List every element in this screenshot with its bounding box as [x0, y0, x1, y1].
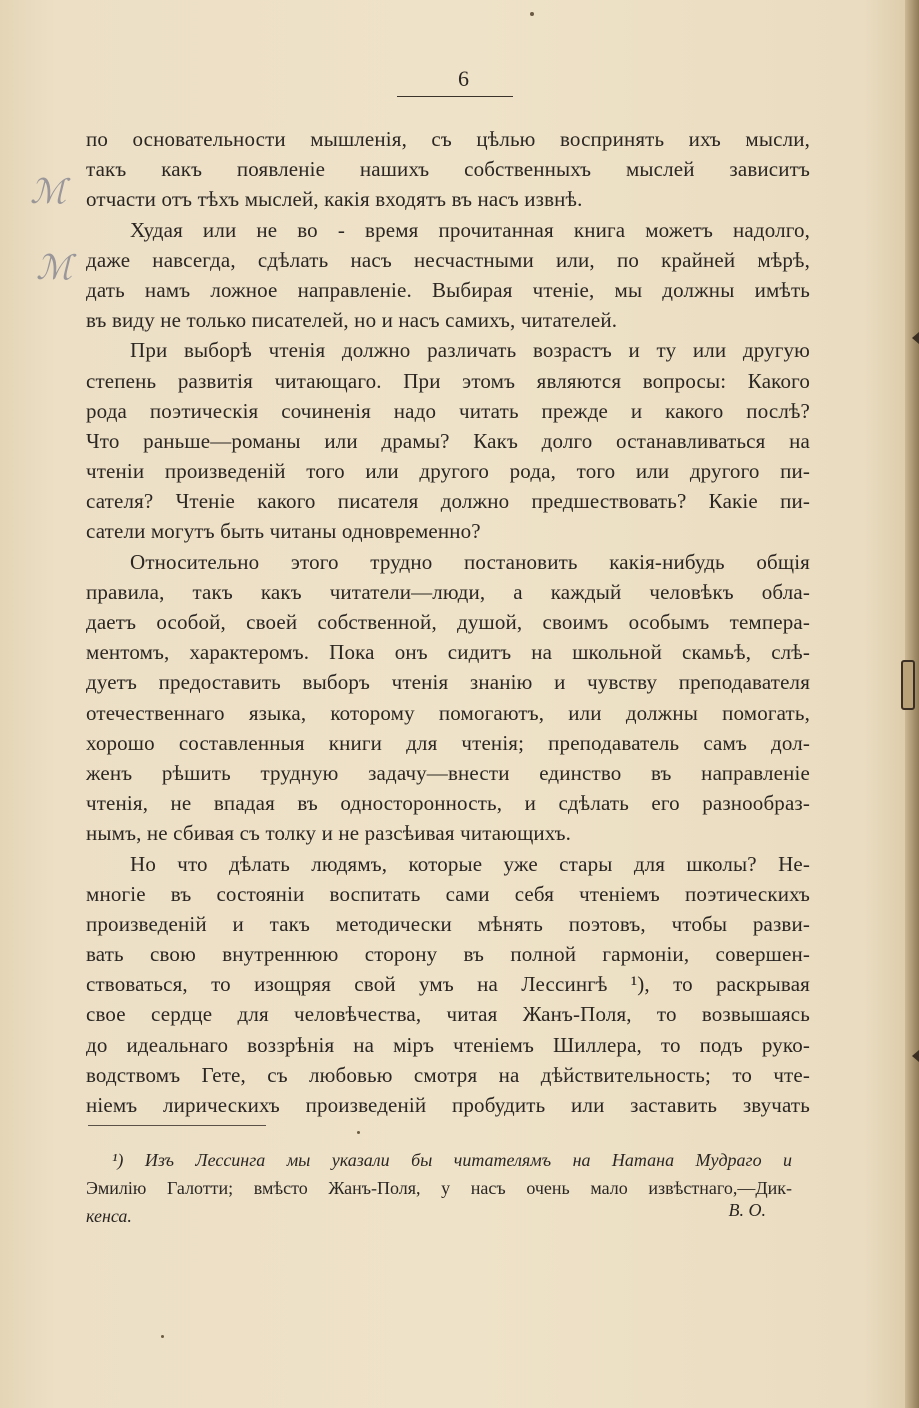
text-line: по основательности мышленія, съ цѣлью воспринять ихъ мысли, — [86, 127, 810, 151]
text-line: даже навсегда, сдѣлать насъ несчастными или, по крайней мѣрѣ, — [86, 247, 810, 272]
footnote-signature: В. О. — [728, 1200, 766, 1220]
footnote-line — [86, 1202, 792, 1230]
text-line: сатели могутъ быть читаны одновременно? — [86, 519, 481, 544]
text-line: произведеній и такъ методически мѣнять поэтовъ, чтобы разви- — [86, 911, 810, 936]
text-line: даетъ особой, своей собственной, душой, своимъ особымъ темпера- — [86, 610, 810, 634]
header-rule — [397, 96, 513, 97]
text-line: сателя? Чтеніе какого писателя должно предшествовать? Какіе пи- — [86, 489, 810, 514]
body-text — [86, 124, 810, 1120]
text-line: ствоваться, то изощряя свой умъ на Лессингѣ ¹), то раскрывая — [86, 972, 810, 997]
text-line: водствомъ Гете, съ любовью смотря на дѣйствительность; то чте- — [86, 1062, 810, 1087]
footnote-line: Эмилію Галотти; вмѣсто Жанъ-Поля, у насъ очень мало извѣстнаго,—Дик- — [86, 1178, 792, 1198]
text-line: хорошо составленныя книги для чтенія; преподаватель самъ дол- — [86, 730, 810, 755]
text-line: степень развитія читающаго. При этомъ являются вопросы: Какого — [86, 368, 810, 393]
footnote — [86, 1146, 792, 1230]
paper-speck — [161, 1335, 164, 1338]
text-line: отчасти отъ тѣхъ мыслей, какія входятъ въ насъ извнѣ. — [86, 187, 583, 212]
text-line: правила, такъ какъ читатели—люди, а каждый человѣкъ обла- — [86, 579, 810, 604]
binding-tick — [912, 1050, 919, 1062]
text-line: нымъ, не сбивая съ толку и не разсѣивая читающихъ. — [86, 821, 572, 846]
text-line: Что раньше—романы или драмы? Какъ долго останавливаться на — [86, 428, 810, 453]
footnote-line: ¹) Изъ Лессинга мы указали бы читателямъ на Натана Мудраго и — [112, 1150, 792, 1170]
margin-pencil-mark: ℳ — [36, 248, 73, 288]
text-line: отечественнаго языка, которому помогаютъ, или должны помогать, — [86, 700, 810, 725]
paper-speck — [357, 1131, 360, 1134]
text-line: дать намъ ложное направленіе. Выбирая чтеніе, мы должны имѣть — [86, 277, 810, 302]
text-line: въ виду не только писателей, но и насъ самихъ, читателей. — [86, 308, 618, 333]
text-line: При выборѣ чтенія должно различать возрастъ и ту или другую — [130, 338, 810, 363]
page-number: 6 — [458, 66, 469, 91]
text-line: ніемъ лирическихъ произведеній пробудить или заставить звучать — [86, 1093, 810, 1117]
footnote-line-text: кенса. — [86, 1206, 132, 1226]
text-line: женъ рѣшить трудную задачу—внести единство въ направленіе — [86, 760, 810, 785]
text-line: такъ какъ появленіе нашихъ собственныхъ мыслей зависитъ — [86, 157, 810, 182]
text-line: дуетъ предоставить выборъ чтенія знанію и чувству преподавателя — [86, 670, 810, 695]
footnote-rule — [88, 1125, 266, 1126]
text-line: ментомъ, характеромъ. Пока онъ сидитъ на школьной скамьѣ, слѣ- — [86, 640, 810, 665]
paper-speck — [530, 12, 534, 16]
text-line: Относительно этого трудно постановить какія-нибудь общія — [130, 549, 810, 574]
text-line: чтенія, не впадая въ односторонность, и сдѣлать его разнообраз- — [86, 791, 810, 816]
text-line: чтеніи произведеній того или другого рода, того или другого пи- — [86, 459, 810, 484]
text-line: вать свою внутреннюю сторону въ полной гармоніи, совершен- — [86, 942, 810, 967]
text-line: свое сердце для человѣчества, читая Жанъ-Поля, то возвышаясь — [86, 1002, 810, 1027]
text-line: до идеальнаго воззрѣнія на міръ чтеніемъ Шиллера, то подъ руко- — [86, 1032, 810, 1057]
binding-clip — [901, 660, 915, 710]
text-line: Но что дѣлать людямъ, которые уже стары для школы? Не- — [130, 851, 810, 876]
text-line: рода поэтическія сочиненія надо читать прежде и какого послѣ? — [86, 398, 810, 423]
margin-pencil-mark: ℳ — [30, 172, 67, 212]
text-line: Худая или не во - время прочитанная книга можетъ надолго, — [130, 217, 810, 242]
binding-tick — [912, 332, 919, 344]
text-line: многіе въ состояніи воспитать сами себя чтеніемъ поэтическихъ — [86, 881, 810, 906]
